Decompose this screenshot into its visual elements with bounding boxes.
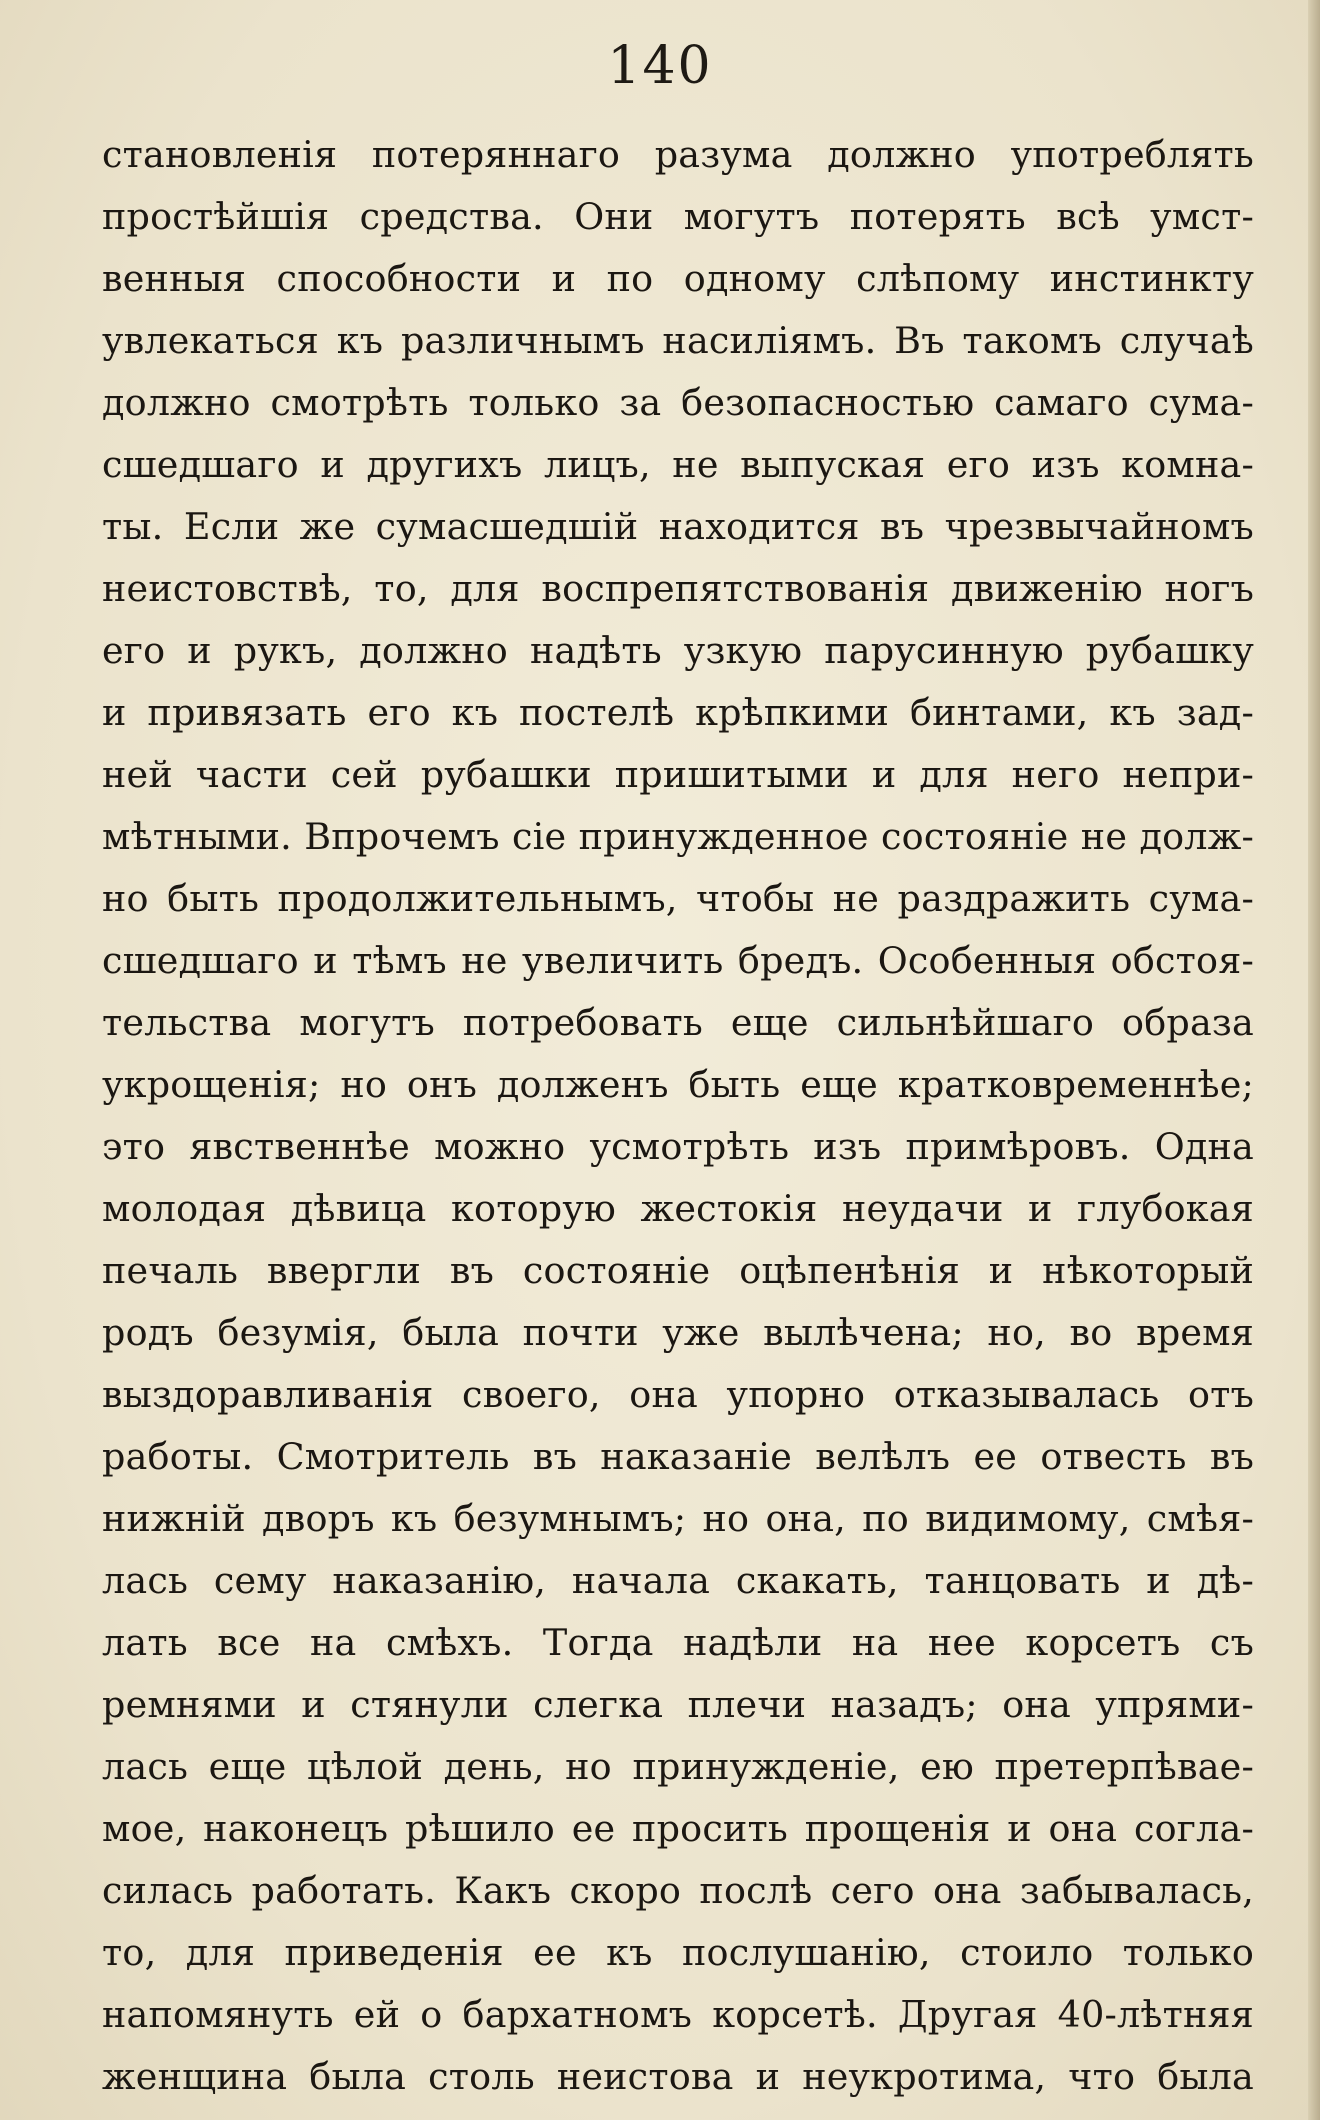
text-line: молодая дѣвица которую жестокія неудачи и глубокая xyxy=(102,1187,1254,1230)
text-line: выздоравливанія своего, она упорно отказывалась отъ xyxy=(102,1373,1254,1416)
text-line: лать все на смѣхъ. Тогда надѣли на нее корсетъ съ xyxy=(102,1621,1254,1664)
text-line: венныя способности и по одному слѣпому инстинкту xyxy=(102,257,1254,300)
text-line: печаль ввергли въ состояніе оцѣпенѣнія и нѣкоторый xyxy=(102,1249,1254,1292)
text-line: родъ безумія, была почти уже вылѣчена; но, во время xyxy=(102,1311,1254,1354)
text-line: лась сему наказанію, начала скакать, танцовать и дѣ- xyxy=(102,1559,1254,1602)
text-line: напомянуть ей о бархатномъ корсетѣ. Другая 40-лѣтняя xyxy=(102,1993,1254,2036)
text-line: становленія потеряннаго разума должно употреблять xyxy=(102,133,1254,176)
text-line: мѣтными. Впрочемъ сіе принужденное состояніе не долж- xyxy=(102,815,1254,858)
text-line: ней части сей рубашки пришитыми и для него непри- xyxy=(102,753,1254,796)
text-line: нижній дворъ къ безумнымъ; но она, по видимому, смѣя- xyxy=(102,1497,1254,1540)
text-line: ремнями и стянули слегка плечи назадъ; она упрями- xyxy=(102,1683,1254,1726)
text-line: мое, наконецъ рѣшило ее просить прощенія и она согла- xyxy=(102,1807,1254,1850)
text-line: тельства могутъ потребовать еще сильнѣйшаго образа xyxy=(102,1001,1254,1044)
text-line: его и рукъ, должно надѣть узкую парусинную рубашку xyxy=(102,629,1254,672)
text-line: но быть продолжительнымъ, чтобы не раздражить сума- xyxy=(102,877,1254,920)
text-line: ты. Если же сумасшедшій находится въ чрезвычайномъ xyxy=(102,505,1254,548)
text-line: неистовствѣ, то, для воспрепятствованія движенію ногъ xyxy=(102,567,1254,610)
text-line: женщина была столь неистова и неукротима, что была xyxy=(102,2055,1254,2098)
text-line: сшедшаго и тѣмъ не увеличить бредъ. Особенныя обстоя- xyxy=(102,939,1254,982)
text-line: укрощенія; но онъ долженъ быть еще кратковременнѣе; xyxy=(102,1063,1254,1106)
text-line: простѣйшія средства. Они могутъ потерять всѣ умст- xyxy=(102,195,1254,238)
text-line: и привязать его къ постелѣ крѣпкими бинтами, къ зад- xyxy=(102,691,1254,734)
text-line: силась работать. Какъ скоро послѣ сего она забывалась, xyxy=(102,1869,1254,1912)
text-line: лась еще цѣлой день, но принужденіе, ею претерпѣвае- xyxy=(102,1745,1254,1788)
text-line: сшедшаго и другихъ лицъ, не выпуская его изъ комна- xyxy=(102,443,1254,486)
text-line: это явственнѣе можно усмотрѣть изъ примѣровъ. Одна xyxy=(102,1125,1254,1168)
page-number: 140 xyxy=(607,36,713,96)
page-edge-shadow xyxy=(1308,0,1320,2120)
text-line: то, для приведенія ее къ послушанію, стоило только xyxy=(102,1931,1254,1974)
text-line: работы. Смотритель въ наказаніе велѣлъ ее отвесть въ xyxy=(102,1435,1254,1478)
body-text xyxy=(102,124,1254,2108)
text-line: увлекаться къ различнымъ насиліямъ. Въ такомъ случаѣ xyxy=(102,319,1254,362)
text-line: должно смотрѣть только за безопасностью самаго сума- xyxy=(102,381,1254,424)
